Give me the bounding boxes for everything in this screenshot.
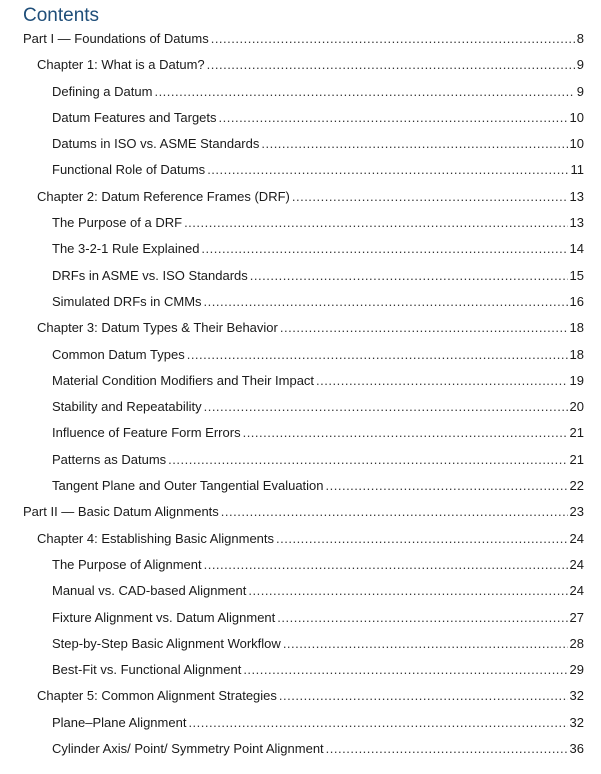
- toc-section-entry[interactable]: [0, 239, 601, 265]
- dot-leader: [283, 634, 568, 654]
- toc-entry-title[interactable]: Plane–Plane Alignment: [52, 714, 187, 730]
- toc-entry-page-number[interactable]: 19: [569, 372, 584, 388]
- toc-entry-page-number[interactable]: 21: [569, 425, 584, 441]
- toc-entry-title[interactable]: Patterns as Datums: [52, 451, 167, 467]
- dot-leader: [187, 345, 568, 365]
- toc-section-entry[interactable]: [0, 108, 601, 134]
- dot-leader: [168, 450, 567, 470]
- toc-entry-page-number[interactable]: 23: [569, 504, 584, 520]
- toc-section-entry[interactable]: [0, 82, 601, 108]
- dot-leader: [316, 371, 567, 391]
- toc-entry-page-number[interactable]: 14: [569, 241, 584, 257]
- dot-leader: [204, 555, 568, 575]
- toc-entry-title[interactable]: The Purpose of Alignment: [52, 556, 202, 572]
- toc-section-entry[interactable]: [0, 134, 601, 160]
- dot-leader: [250, 266, 568, 286]
- toc-entry-title[interactable]: Chapter 3: Datum Types & Their Behavior: [37, 320, 278, 336]
- toc-entry-page-number[interactable]: 10: [569, 136, 584, 152]
- toc-entry-title[interactable]: Step-by-Step Basic Alignment Workflow: [52, 635, 281, 651]
- toc-entry-page-number[interactable]: 28: [569, 635, 584, 651]
- toc-entry-page-number[interactable]: 21: [569, 451, 584, 467]
- dot-leader: [221, 502, 568, 522]
- dot-leader: [248, 581, 567, 601]
- toc-entry-page-number[interactable]: 10: [569, 109, 584, 125]
- toc-section-entry[interactable]: [0, 660, 601, 686]
- toc-entry-page-number[interactable]: 24: [569, 556, 584, 572]
- toc-entry-page-number[interactable]: 24: [569, 530, 584, 546]
- toc-section-entry[interactable]: [0, 160, 601, 186]
- toc-entry-page-number[interactable]: 9: [576, 83, 584, 99]
- dot-leader: [188, 713, 567, 733]
- toc-chapter-entry[interactable]: [0, 55, 601, 81]
- toc-chapter-entry[interactable]: [0, 529, 601, 555]
- dot-leader: [219, 108, 568, 128]
- toc-entry-title[interactable]: Manual vs. CAD-based Alignment: [52, 583, 247, 599]
- dot-leader: [280, 318, 568, 338]
- toc-section-entry[interactable]: [0, 292, 601, 318]
- toc-entry-title[interactable]: DRFs in ASME vs. ISO Standards: [52, 267, 248, 283]
- toc-entry-page-number[interactable]: 13: [569, 215, 584, 231]
- dot-leader: [326, 739, 568, 759]
- toc-section-entry[interactable]: [0, 634, 601, 660]
- toc-entry-title[interactable]: Fixture Alignment vs. Datum Alignment: [52, 609, 276, 625]
- toc-list: [0, 29, 601, 765]
- toc-entry-title[interactable]: Material Condition Modifiers and Their Impact: [52, 372, 315, 388]
- toc-entry-title[interactable]: Tangent Plane and Outer Tangential Evaluation: [52, 478, 324, 494]
- toc-entry-title[interactable]: Chapter 1: What is a Datum?: [37, 57, 205, 73]
- toc-section-entry[interactable]: [0, 213, 601, 239]
- toc-entry-page-number[interactable]: 13: [569, 188, 584, 204]
- toc-section-entry[interactable]: [0, 713, 601, 739]
- toc-entry-title[interactable]: Cylinder Axis/ Point/ Symmetry Point Alignment: [52, 741, 324, 757]
- dot-leader: [243, 660, 567, 680]
- toc-entry-page-number[interactable]: 18: [569, 346, 584, 362]
- toc-entry-title[interactable]: The Purpose of a DRF: [52, 215, 183, 231]
- toc-section-entry[interactable]: [0, 371, 601, 397]
- toc-heading: Contents: [23, 5, 100, 26]
- toc-section-entry[interactable]: [0, 266, 601, 292]
- dot-leader: [211, 29, 575, 49]
- toc-entry-page-number[interactable]: 11: [570, 162, 584, 178]
- dot-leader: [207, 160, 568, 180]
- dot-leader: [279, 686, 568, 706]
- toc-section-entry[interactable]: [0, 476, 601, 502]
- toc-section-entry[interactable]: [0, 739, 601, 765]
- dot-leader: [184, 213, 567, 233]
- toc-entry-title[interactable]: The 3-2-1 Rule Explained: [52, 241, 200, 257]
- toc-entry-title[interactable]: Chapter 4: Establishing Basic Alignments: [37, 530, 275, 546]
- toc-chapter-entry[interactable]: [0, 318, 601, 344]
- toc-entry-title[interactable]: Datum Features and Targets: [52, 109, 217, 125]
- dot-leader: [326, 476, 568, 496]
- toc-entry-title[interactable]: Chapter 5: Common Alignment Strategies: [37, 688, 277, 704]
- toc-section-entry[interactable]: [0, 581, 601, 607]
- toc-section-entry[interactable]: [0, 345, 601, 371]
- toc-entry-title[interactable]: Defining a Datum: [52, 83, 153, 99]
- toc-section-entry[interactable]: [0, 397, 601, 423]
- toc-chapter-entry[interactable]: [0, 686, 601, 712]
- toc-chapter-entry[interactable]: [0, 187, 601, 213]
- dot-leader: [204, 397, 568, 417]
- toc-entry-page-number[interactable]: 15: [569, 267, 584, 283]
- dot-leader: [201, 239, 567, 259]
- dot-leader: [154, 82, 574, 102]
- toc-entry-title[interactable]: Simulated DRFs in CMMs: [52, 293, 202, 309]
- toc-entry-page-number[interactable]: 29: [569, 662, 584, 678]
- toc-section-entry[interactable]: [0, 608, 601, 634]
- toc-entry-title[interactable]: Functional Role of Datums: [52, 162, 206, 178]
- toc-entry-page-number[interactable]: 16: [569, 293, 584, 309]
- toc-entry-title[interactable]: Part II — Basic Datum Alignments: [23, 504, 219, 520]
- toc-entry-page-number[interactable]: 22: [569, 478, 584, 494]
- toc-entry-page-number[interactable]: 9: [576, 57, 584, 73]
- toc-entry-title[interactable]: Influence of Feature Form Errors: [52, 425, 241, 441]
- toc-entry-title[interactable]: Chapter 2: Datum Reference Frames (DRF): [37, 188, 290, 204]
- dot-leader: [261, 134, 567, 154]
- dot-leader: [243, 423, 568, 443]
- toc-entry-title[interactable]: Part I — Foundations of Datums: [23, 31, 209, 46]
- toc-entry-title[interactable]: Best-Fit vs. Functional Alignment: [52, 662, 242, 678]
- toc-entry-page-number[interactable]: 32: [569, 714, 584, 730]
- toc-section-entry[interactable]: [0, 450, 601, 476]
- toc-part-entry[interactable]: [0, 502, 601, 528]
- toc-entry-page-number[interactable]: 20: [569, 399, 584, 415]
- toc-entry-page-number[interactable]: 24: [569, 583, 584, 599]
- toc-section-entry[interactable]: [0, 555, 601, 581]
- toc-section-entry[interactable]: [0, 423, 601, 449]
- toc-entry-page-number[interactable]: 8: [576, 31, 584, 46]
- dot-leader: [276, 529, 568, 549]
- toc-entry-title[interactable]: Datums in ISO vs. ASME Standards: [52, 136, 260, 152]
- toc-entry-title[interactable]: Common Datum Types: [52, 346, 185, 362]
- toc-part-entry[interactable]: [0, 29, 601, 55]
- dot-leader: [204, 292, 568, 312]
- dot-leader: [292, 187, 568, 207]
- toc-entry-page-number[interactable]: 32: [569, 688, 584, 704]
- toc-entry-page-number[interactable]: 27: [569, 609, 584, 625]
- toc-entry-page-number[interactable]: 18: [569, 320, 584, 336]
- toc-entry-title[interactable]: Stability and Repeatability: [52, 399, 202, 415]
- toc-entry-page-number[interactable]: 36: [569, 741, 584, 757]
- dot-leader: [277, 608, 567, 628]
- dot-leader: [207, 55, 575, 75]
